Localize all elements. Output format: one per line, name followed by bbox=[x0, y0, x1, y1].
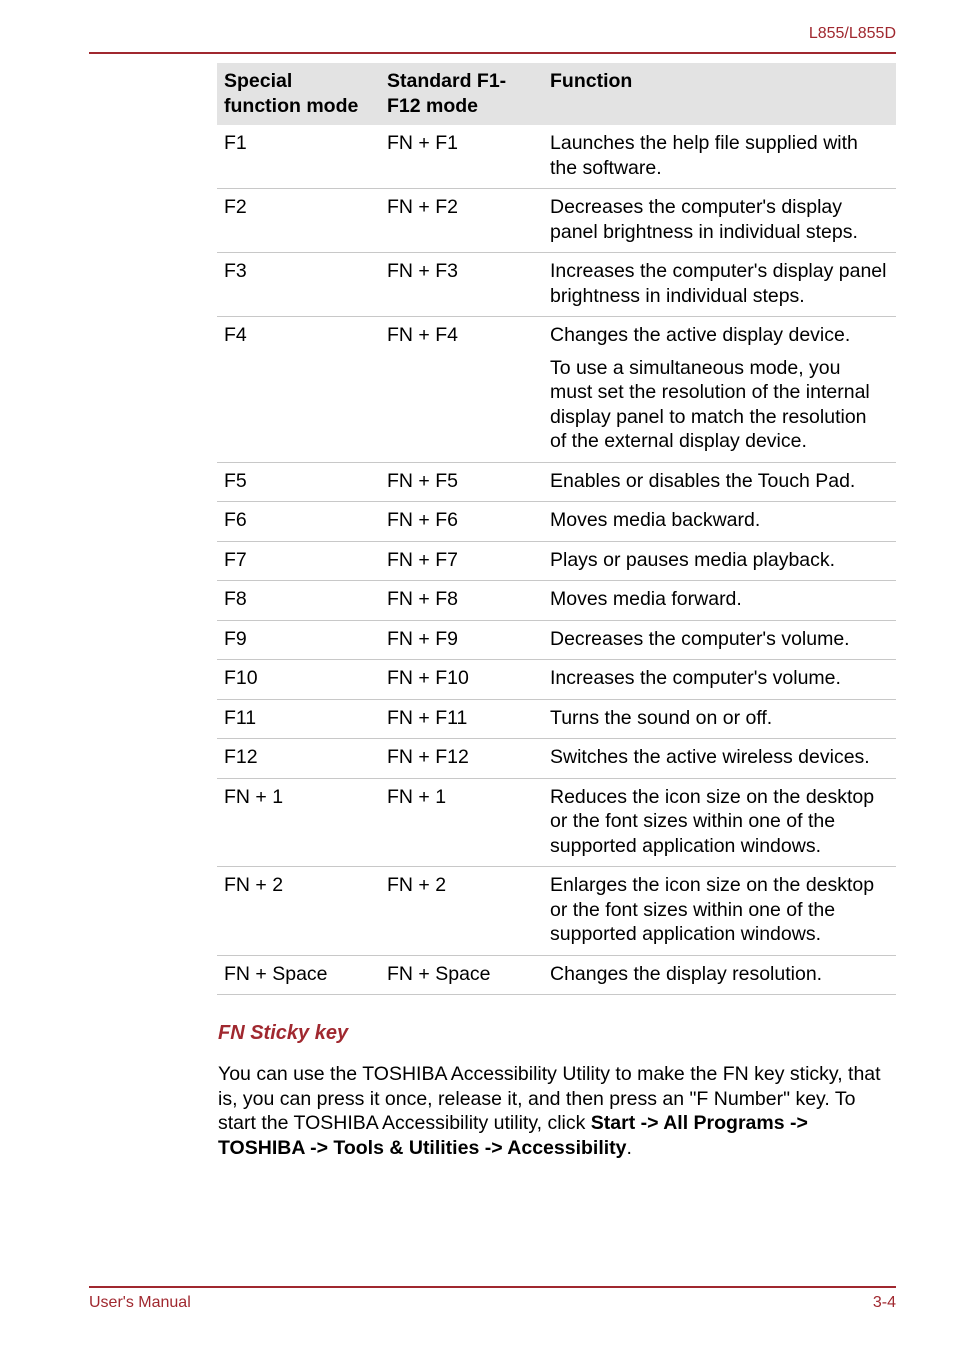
table-row bbox=[217, 125, 896, 189]
function-paragraph: Decreases the computer's volume. bbox=[550, 627, 850, 650]
cell-standard-mode: FN + F12 bbox=[380, 739, 543, 779]
table-body bbox=[217, 125, 896, 995]
function-paragraph: Enlarges the icon size on the desktop or the font sizes within one of the supported application windows. bbox=[550, 874, 875, 945]
table-row bbox=[217, 581, 896, 621]
cell-function bbox=[543, 867, 896, 956]
function-paragraph: Switches the active wireless devices. bbox=[550, 746, 870, 768]
cell-special-mode: F11 bbox=[217, 699, 380, 739]
cell-special-mode: F5 bbox=[217, 462, 380, 502]
table-row bbox=[217, 739, 896, 779]
footer-page-number: 3-4 bbox=[872, 1294, 896, 1311]
function-paragraph: Increases the computer's display panel brightness in individual steps. bbox=[550, 260, 887, 307]
menu-path: Start -> All Programs -> TOSHIBA -> Tools & Utilities -> Accessibility bbox=[218, 1112, 808, 1159]
function-paragraph: Changes the active display device. bbox=[550, 324, 851, 346]
table-row bbox=[217, 541, 896, 581]
cell-standard-mode: FN + F3 bbox=[380, 253, 543, 317]
table-row bbox=[217, 660, 896, 700]
function-paragraph: Turns the sound on or off. bbox=[550, 706, 773, 729]
cell-special-mode: F8 bbox=[217, 581, 380, 621]
table-row bbox=[217, 253, 896, 317]
table-row bbox=[217, 955, 896, 995]
cell-function bbox=[543, 955, 896, 995]
cell-standard-mode: FN + F9 bbox=[380, 620, 543, 660]
table-row bbox=[217, 317, 896, 463]
cell-function bbox=[543, 581, 896, 621]
cell-special-mode: F4 bbox=[217, 317, 380, 463]
footer-rule bbox=[89, 1286, 896, 1288]
function-paragraph: Changes the display resolution. bbox=[550, 962, 823, 985]
cell-standard-mode: FN + F4 bbox=[380, 317, 543, 463]
function-paragraph: Reduces the icon size on the desktop or the font sizes within one of the supported application windows. bbox=[550, 785, 875, 857]
function-key-table bbox=[217, 63, 896, 995]
cell-standard-mode: FN + F11 bbox=[380, 699, 543, 739]
cell-standard-mode: FN + F8 bbox=[380, 581, 543, 621]
header-rule bbox=[89, 52, 896, 54]
cell-special-mode: FN + Space bbox=[217, 955, 380, 995]
cell-standard-mode: FN + F2 bbox=[380, 189, 543, 253]
cell-standard-mode: FN + F10 bbox=[380, 660, 543, 700]
cell-function bbox=[543, 620, 896, 660]
cell-function bbox=[543, 502, 896, 542]
function-paragraph: Moves media forward. bbox=[550, 588, 742, 610]
function-paragraph: Plays or pauses media playback. bbox=[550, 548, 836, 571]
cell-special-mode: FN + 2 bbox=[217, 867, 380, 956]
footer-manual-title: User's Manual bbox=[89, 1294, 191, 1311]
cell-function bbox=[543, 189, 896, 253]
cell-special-mode: FN + 1 bbox=[217, 778, 380, 867]
cell-function bbox=[543, 462, 896, 502]
cell-standard-mode: FN + F7 bbox=[380, 541, 543, 581]
cell-special-mode: F3 bbox=[217, 253, 380, 317]
body-intro: You can use the TOSHIBA Accessibility Utility to make the FN key sticky, that is, you can press it once, release it, and then press an "F Number" key. To start the TOSHIBA Accessibility utility, click bbox=[218, 1063, 881, 1134]
document-model: L855/L855D bbox=[808, 25, 896, 42]
table-row bbox=[217, 189, 896, 253]
cell-function bbox=[543, 253, 896, 317]
cell-function bbox=[543, 125, 896, 189]
function-paragraph: Enables or disables the Touch Pad. bbox=[550, 469, 856, 492]
cell-standard-mode: FN + F1 bbox=[380, 125, 543, 189]
function-paragraph: Decreases the computer's display panel brightness in individual steps. bbox=[550, 196, 858, 243]
cell-special-mode: F1 bbox=[217, 125, 380, 189]
table-row bbox=[217, 462, 896, 502]
cell-standard-mode: FN + F6 bbox=[380, 502, 543, 542]
table-row bbox=[217, 699, 896, 739]
cell-function bbox=[543, 317, 896, 463]
function-paragraph: Moves media backward. bbox=[550, 509, 761, 531]
table-row bbox=[217, 620, 896, 660]
table-header-row bbox=[217, 63, 896, 125]
column-header-function: Function bbox=[543, 63, 896, 125]
cell-standard-mode: FN + F5 bbox=[380, 462, 543, 502]
cell-function bbox=[543, 778, 896, 867]
cell-special-mode: F2 bbox=[217, 189, 380, 253]
function-paragraph: Increases the computer's volume. bbox=[550, 667, 841, 689]
function-paragraph: Launches the help file supplied with the software. bbox=[550, 132, 858, 179]
cell-function bbox=[543, 660, 896, 700]
body-end: . bbox=[626, 1136, 632, 1159]
table-row bbox=[217, 867, 896, 956]
cell-function bbox=[543, 541, 896, 581]
cell-special-mode: F9 bbox=[217, 620, 380, 660]
cell-special-mode: F10 bbox=[217, 660, 380, 700]
column-header-special: Special function mode bbox=[217, 63, 380, 125]
cell-standard-mode: FN + 1 bbox=[380, 778, 543, 867]
function-paragraph: To use a simultaneous mode, you must set the resolution of the internal display panel to match the resolution of the external display device. bbox=[550, 356, 870, 452]
column-header-standard: Standard F1-F12 mode bbox=[380, 63, 543, 125]
cell-function bbox=[543, 699, 896, 739]
cell-function bbox=[543, 739, 896, 779]
cell-special-mode: F7 bbox=[217, 541, 380, 581]
cell-special-mode: F12 bbox=[217, 739, 380, 779]
table-row bbox=[217, 778, 896, 867]
table-row bbox=[217, 502, 896, 542]
section-title: FN Sticky key bbox=[218, 1022, 349, 1044]
section-body bbox=[218, 1062, 898, 1160]
cell-standard-mode: FN + Space bbox=[380, 955, 543, 995]
cell-standard-mode: FN + 2 bbox=[380, 867, 543, 956]
cell-special-mode: F6 bbox=[217, 502, 380, 542]
